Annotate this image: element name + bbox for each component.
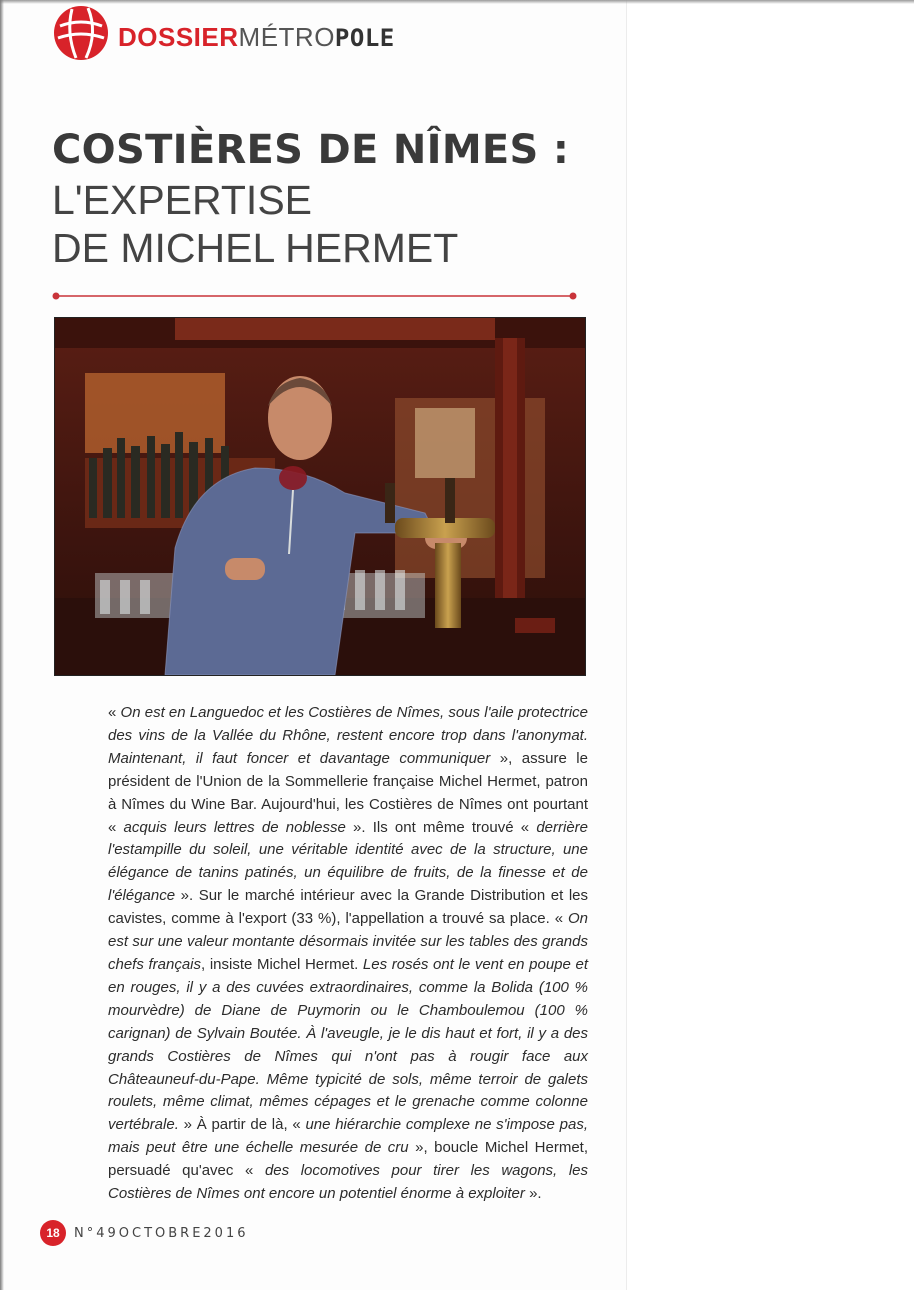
scan-left-shadow [0,0,4,1290]
issue-date: N°49OCTOBRE2016 [74,1226,249,1241]
body-segment: ». Sur le marché intérieur avec la Grande Distribution et les cavistes, comme à l'export (33 %), l'appellation a trouvé sa place. « [108,887,588,928]
section-header [52,4,612,62]
body-segment: », assure le président de l'Union de la Sommellerie française Michel Hermet, patron à Nîmes du Wine Bar. Aujourd'hui, les Costières de Nîmes ont pourtant « [108,749,588,836]
section-label [118,22,395,53]
body-segment-quote: On est sur une valeur montante désormais invitée sur les tables des grands chefs français [108,910,588,973]
photo-illustration [55,318,585,675]
body-segment-quote: Les rosés ont le vent en poupe et en rouges, il y a des cuvées extraordinaires, comme la Bolida (100 % mourvèdre) de Diane de Puymorin ou le Chamboulетou (100 % carignan) de Sylvain Boutée. À l'aveugle, je le dis haut et fort, il y a des grands Costières de Nîmes qui n'ont pas à rougir face aux Châteauneuf-du-Pape. Même typicité de sols, même terroir de galets roulets, même climat, mêmes cépages et le grenache comme colonne vertébrale. [108,955,588,1134]
section-label-bold: DOSSIER [118,22,239,52]
body-segment-quote: acquis leurs lettres de noblesse [123,818,346,836]
adjacent-page-blank [626,0,914,1290]
body-segment: ». Ils ont même trouvé « [345,818,537,836]
portrait-photo-wine-bar [54,317,586,676]
body-segment: « [108,704,121,721]
section-label-light: MÉTRO [238,22,335,52]
body-segment: » À partir de là, « [178,1116,306,1134]
body-segment: ». [524,1185,542,1203]
title-line-1: COSTIÈRES DE NÎMES : [52,127,570,173]
title-line-3: DE MICHEL HERMET [52,225,459,271]
body-segment-quote: une hiérarchie complexe ne s'impose pas, mais peut être une échelle mesurée de cru [108,1116,588,1157]
title-divider [52,290,577,302]
body-segment-quote: On est en Languedoc et les Costières de Nîmes, sous l'aile protectrice des vins de la Vallée du Rhône, restent encore trop dans l'anonymat. Maintenant, il faut foncer et davantage communiquer [108,704,588,767]
title-line-2: L'EXPERTISE [52,177,313,223]
body-segment-quote: derrière l'estampille du soleil, une véritable identité avec de la structure, une élégance de tanins patinés, un équilibre de fruits, de la finesse et de l'élégance [108,818,588,905]
article-title [52,124,612,272]
page-number-badge: 18 [40,1220,66,1246]
body-segment: , insiste Michel Hermet. [201,955,363,973]
section-label-handwritten: POLE [334,24,395,52]
body-segment: », boucle Michel Hermet, persuadé qu'avec « [108,1139,589,1180]
article-body [108,702,588,1206]
metropole-globe-logo-icon [52,4,110,62]
body-segment-quote: des locomotives pour tirer les wagons, les Costières de Nîmes ont encore un potentiel énorme à exploiter [108,1162,588,1203]
page-footer [40,1220,340,1248]
